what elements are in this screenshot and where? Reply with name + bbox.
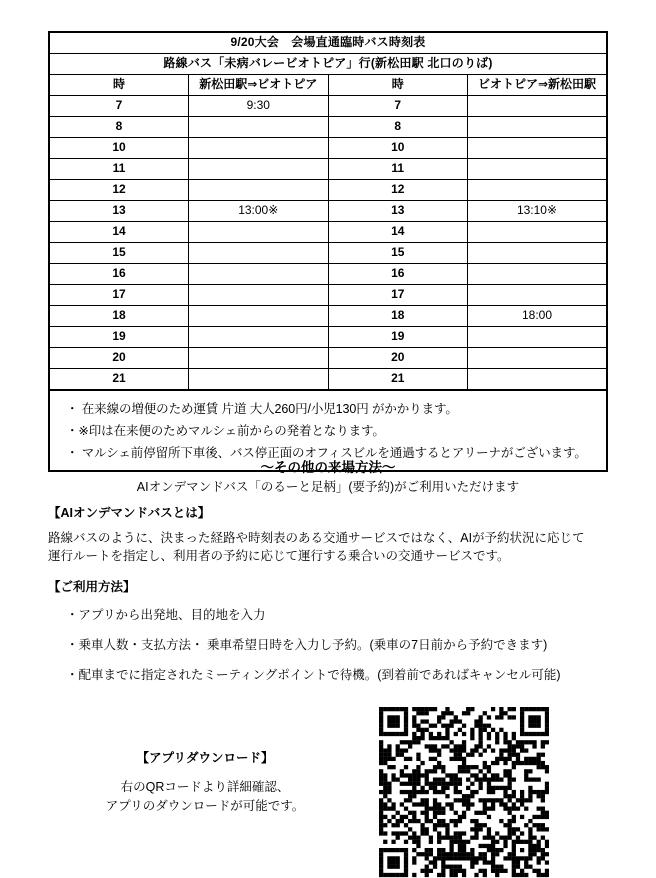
- howto-step-3: ・配車までに指定されたミーティングポイントで待機。(到着前であればキャンセル可能): [66, 668, 561, 682]
- cell-departure-to-shinmatsuda: 18:00: [468, 306, 608, 327]
- app-download-description: [70, 778, 340, 817]
- cell-hour-left: 21: [49, 369, 189, 391]
- table-row: [49, 327, 607, 348]
- cell-hour-right: 21: [328, 369, 468, 391]
- cell-departure-to-shinmatsuda: [468, 327, 608, 348]
- table-row: [49, 159, 607, 180]
- cell-hour-left: 8: [49, 117, 189, 138]
- app-download-line-2: アプリのダウンロードが可能です。: [105, 799, 305, 814]
- cell-departure-to-biotopia: [189, 117, 329, 138]
- table-row: [49, 201, 607, 222]
- qr-code-icon: [379, 707, 549, 878]
- cell-departure-to-biotopia: [189, 369, 329, 391]
- cell-hour-left: 20: [49, 348, 189, 369]
- app-download-title: 【アプリダウンロード】: [136, 751, 274, 765]
- cell-hour-left: 15: [49, 243, 189, 264]
- bus-timetable-sheet: [48, 31, 608, 472]
- cell-departure-to-shinmatsuda: [468, 369, 608, 391]
- other-access-subheading: AIオンデマンドバス「のるーと足柄」(要予約)がご利用いただけます: [136, 480, 520, 494]
- cell-departure-to-shinmatsuda: [468, 159, 608, 180]
- cell-departure-to-shinmatsuda: [468, 96, 608, 117]
- howto-title: 【ご利用方法】: [48, 580, 136, 594]
- timetable-note: ・ 在来線の増便のため運賃 片道 大人260円/小児130円 がかかります。: [66, 402, 458, 416]
- cell-departure-to-biotopia: [189, 243, 329, 264]
- timetable-note: ・※印は在来便のためマルシェ前からの発着となります。: [66, 424, 385, 438]
- cell-departure-to-biotopia: 13:00※: [189, 201, 329, 222]
- cell-hour-right: 7: [328, 96, 468, 117]
- howto-step-1: ・アプリから出発地、目的地を入力: [66, 608, 266, 622]
- header-hour-left: 時: [49, 75, 189, 96]
- cell-hour-right: 8: [328, 117, 468, 138]
- table-row: [49, 369, 607, 391]
- table-row: [49, 117, 607, 138]
- cell-departure-to-biotopia: [189, 180, 329, 201]
- table-row: [49, 222, 607, 243]
- cell-hour-right: 12: [328, 180, 468, 201]
- cell-hour-right: 11: [328, 159, 468, 180]
- cell-departure-to-shinmatsuda: [468, 222, 608, 243]
- app-download-line-1: 右のQRコードより詳細確認、: [120, 780, 290, 794]
- cell-hour-left: 18: [49, 306, 189, 327]
- howto-step-2: ・乗車人数・支払方法・ 乗車希望日時を入力し予約。(乗車の7日前から予約できます): [66, 638, 548, 652]
- cell-hour-right: 10: [328, 138, 468, 159]
- header-route-left: 新松田駅⇒ビオトピア: [189, 75, 329, 96]
- cell-hour-left: 10: [49, 138, 189, 159]
- about-ondemand-title: 【AIオンデマンドバスとは】: [48, 506, 211, 520]
- cell-departure-to-biotopia: [189, 306, 329, 327]
- timetable-subtitle-row: [49, 54, 607, 75]
- cell-departure-to-biotopia: [189, 327, 329, 348]
- cell-hour-right: 19: [328, 327, 468, 348]
- cell-hour-right: 17: [328, 285, 468, 306]
- timetable-body: [49, 32, 607, 390]
- about-ondemand-line-2: 運行ルートを指定し、利用者の予約に応じて運行する乗合いの交通サービスです。: [48, 549, 510, 563]
- table-row: [49, 138, 607, 159]
- table-row: [49, 96, 607, 117]
- timetable-note: ・ マルシェ前停留所下車後、バス停正面のオフィスビルを通過するとアリーナがございます。: [66, 446, 587, 460]
- cell-hour-right: 15: [328, 243, 468, 264]
- cell-hour-left: 12: [49, 180, 189, 201]
- header-hour-right: 時: [328, 75, 468, 96]
- cell-departure-to-shinmatsuda: [468, 117, 608, 138]
- cell-departure-to-biotopia: [189, 348, 329, 369]
- table-row: [49, 243, 607, 264]
- cell-departure-to-biotopia: 9:30: [189, 96, 329, 117]
- cell-departure-to-shinmatsuda: [468, 348, 608, 369]
- table-row: [49, 348, 607, 369]
- cell-hour-left: 14: [49, 222, 189, 243]
- table-row: [49, 306, 607, 327]
- cell-departure-to-biotopia: [189, 138, 329, 159]
- cell-hour-right: 20: [328, 348, 468, 369]
- cell-hour-left: 13: [49, 201, 189, 222]
- cell-departure-to-shinmatsuda: [468, 264, 608, 285]
- cell-departure-to-shinmatsuda: [468, 243, 608, 264]
- cell-hour-right: 14: [328, 222, 468, 243]
- cell-hour-right: 16: [328, 264, 468, 285]
- cell-departure-to-biotopia: [189, 264, 329, 285]
- cell-hour-left: 19: [49, 327, 189, 348]
- timetable-table: [48, 31, 608, 391]
- cell-hour-right: 13: [328, 201, 468, 222]
- table-row: [49, 285, 607, 306]
- table-row: [49, 180, 607, 201]
- cell-departure-to-biotopia: [189, 159, 329, 180]
- cell-departure-to-shinmatsuda: [468, 285, 608, 306]
- cell-hour-left: 7: [49, 96, 189, 117]
- cell-departure-to-biotopia: [189, 285, 329, 306]
- table-row: [49, 264, 607, 285]
- cell-hour-right: 18: [328, 306, 468, 327]
- cell-departure-to-shinmatsuda: [468, 138, 608, 159]
- header-route-right: ビオトピア⇒新松田駅: [468, 75, 608, 96]
- cell-departure-to-shinmatsuda: 13:10※: [468, 201, 608, 222]
- cell-hour-left: 11: [49, 159, 189, 180]
- timetable-title: 9/20大会 会場直通臨時バス時刻表: [49, 32, 607, 54]
- cell-departure-to-shinmatsuda: [468, 180, 608, 201]
- cell-hour-left: 17: [49, 285, 189, 306]
- cell-hour-left: 16: [49, 264, 189, 285]
- cell-departure-to-biotopia: [189, 222, 329, 243]
- about-ondemand-line-1: 路線バスのように、決まった経路や時刻表のある交通サービスではなく、AIが予約状況に応じて: [48, 531, 585, 545]
- other-access-heading: ～その他の来場方法～: [260, 460, 396, 475]
- timetable-subtitle: 路線バス「未病バレービオトピア」行(新松田駅 北口のりば): [49, 54, 607, 75]
- timetable-title-row: [49, 32, 607, 54]
- timetable-header-row: [49, 75, 607, 96]
